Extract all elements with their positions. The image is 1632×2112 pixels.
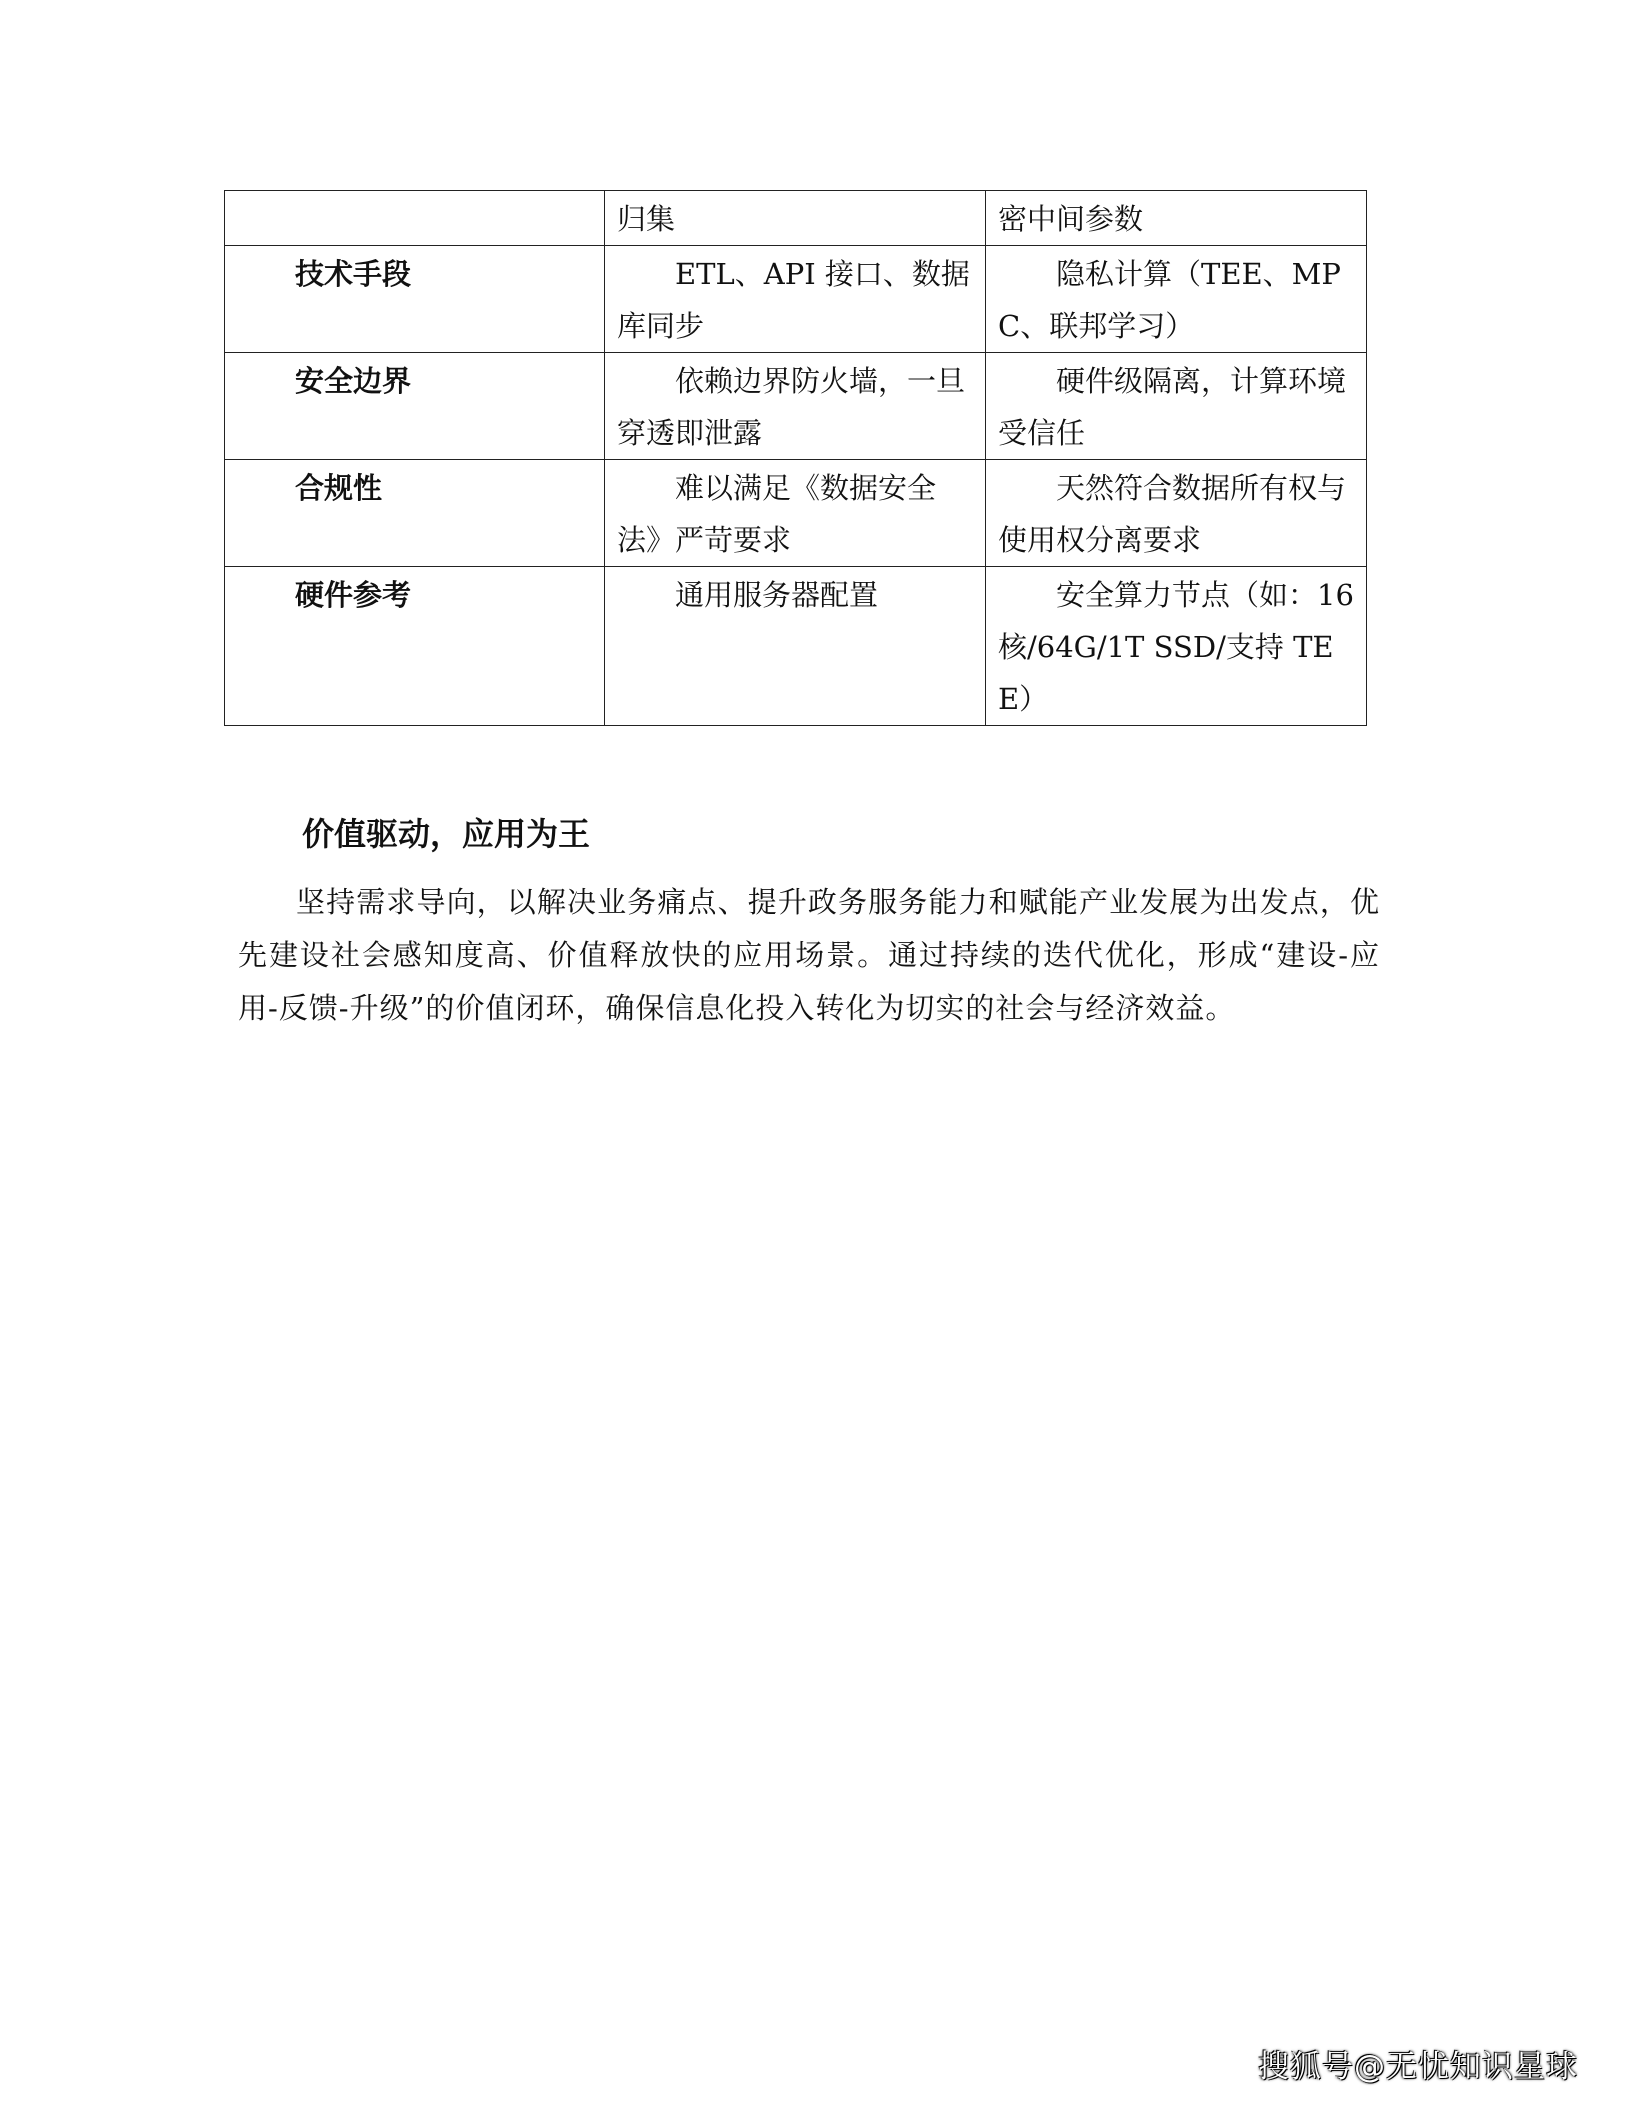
- table-cell: 天然符合数据所有权与使用权分离要求: [986, 460, 1367, 567]
- header-cell-empty: [225, 191, 605, 246]
- table-cell: 安全算力节点（如：16 核/64G/1T SSD/支持 TEE）: [986, 567, 1367, 726]
- table-cell: 硬件级隔离，计算环境受信任: [986, 353, 1367, 460]
- table-row: [225, 246, 1367, 353]
- table-cell: ETL、API 接口、数据库同步: [605, 246, 986, 353]
- table-cell: 隐私计算（TEE、MPC、联邦学习）: [986, 246, 1367, 353]
- comparison-table: [224, 190, 1367, 726]
- table-row: [225, 567, 1367, 726]
- header-cell-collection: 归集: [605, 191, 986, 246]
- watermark: 搜狐号@无忧知识星球: [1258, 2049, 1578, 2085]
- table-cell: 依赖边界防火墙，一旦穿透即泄露: [605, 353, 986, 460]
- row-label-hardware-reference: 硬件参考: [225, 567, 605, 726]
- row-label-security-boundary: 安全边界: [225, 353, 605, 460]
- table-row: [225, 353, 1367, 460]
- section-paragraph: 坚持需求导向，以解决业务痛点、提升政务服务能力和赋能产业发展为出发点，优先建设社会感知度高、价值释放快的应用场景。通过持续的迭代优化，形成“建设-应用-反馈-升级”的价值闭环，确保信息化投入转化为切实的社会与经济效益。: [238, 885, 1380, 1025]
- header-cell-intermediate-params: 密中间参数: [986, 191, 1367, 246]
- section-heading: 价值驱动，应用为王: [302, 815, 591, 853]
- table-header-row: [225, 191, 1367, 246]
- row-label-compliance: 合规性: [225, 460, 605, 567]
- table-row: [225, 460, 1367, 567]
- row-label-tech-means: 技术手段: [225, 246, 605, 353]
- table-cell: 难以满足《数据安全法》严苛要求: [605, 460, 986, 567]
- table-cell: 通用服务器配置: [605, 567, 986, 726]
